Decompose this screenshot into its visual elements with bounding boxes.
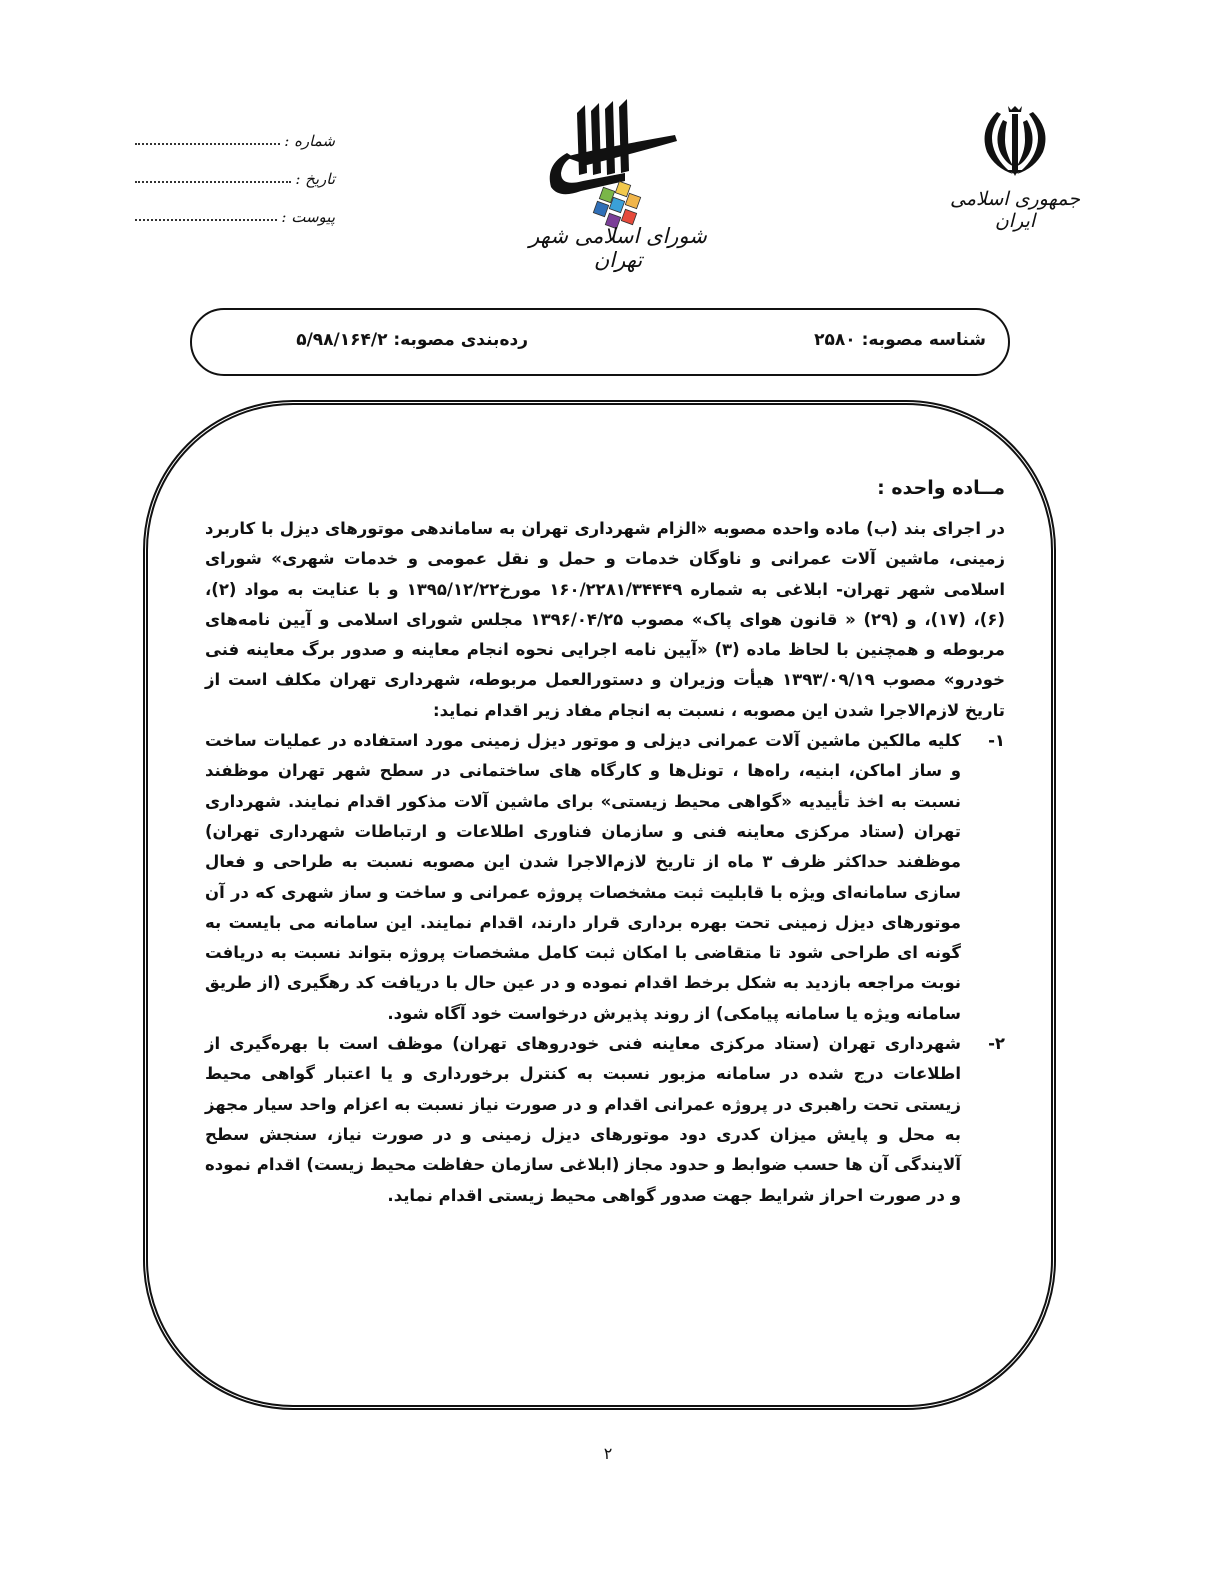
- ref-attachment-blank: [135, 219, 277, 221]
- article-title: مــاده واحده :: [877, 477, 1005, 499]
- clause-2-number: ۲-: [988, 1034, 1005, 1054]
- resolution-id: شناسه مصوبه: ۲۵۸۰: [814, 330, 986, 350]
- ref-date-blank: [135, 181, 291, 183]
- clause-2: [205, 1029, 1005, 1211]
- resolution-body: [205, 470, 1005, 1211]
- ref-attachment-row: [135, 188, 335, 226]
- ref-number-blank: [135, 143, 280, 145]
- reference-fields: [135, 112, 335, 226]
- ref-attachment-label: پیوست :: [281, 208, 335, 226]
- ref-date-label: تاریخ :: [295, 170, 335, 188]
- council-name: شورای اسلامی شهر تهران: [529, 224, 707, 272]
- ref-number-label: شماره :: [284, 132, 335, 150]
- clause-1: [205, 726, 1005, 1029]
- republic-name: جمهوری اسلامی ایران: [950, 188, 1080, 232]
- ref-date-row: [135, 150, 335, 188]
- page-number: ۲: [603, 1444, 613, 1463]
- clause-1-text: کلیه مالکین ماشین آلات عمرانی دیزلی و موتور دیزل زمینی مورد استفاده در عملیات ساخت و ساز اماکن، ابنیه، راه‌ها ، تونل‌ها و کارگاه های ساختمانی در سطح شهر تهران موظفند نسبت به اخذ تأییدیه «گواهی محیط زیستی» برای ماشین آلات مذکور اقدام نمایند. شهرداری تهران (ستاد مرکزی معاینه فنی و سازمان فناوری اطلاعات و ارتباطات شهرداری تهران) موظفند حداکثر ظرف ۳ ماه از تاریخ لازم‌الاجرا شدن این مصوبه نسبت به طراحی و فعال سازی سامانه‌ای ویژه با قابلیت ثبت مشخصات پروژه عمرانی و ساخت و ساز شهری که در آن موتورهای دیزل زمینی تحت بهره برداری قرار دارند، اقدام نمایند. این سامانه می بایست به گونه ای طراحی شود تا متقاضی با امکان ثبت کامل مشخصات پروژه بتواند نسبت به دریافت نوبت مراجعه بازدید به شکل برخط اقدام نموده و در عین حال با دریافت کد رهگیری (از طریق سامانه ویژه یا سامانه پیامکی) از روند پذیرش درخواست خود آگاه شود.: [205, 731, 962, 1023]
- clause-1-number: ۱-: [988, 731, 1005, 751]
- clause-2-text: شهرداری تهران (ستاد مرکزی معاینه فنی خودروهای تهران) موظف است با بهره‌گیری از اطلاعات درج شده در سامانه مزبور نسبت به کنترل برخورداری و یا اعتبار گواهی محیط زیستی تحت راهبری در پروژه عمرانی اقدام و در صورت نیاز نسبت به اعزام واحد سیار مجهز به محل و پایش میزان کدری دود موتورهای دیزل زمینی و در صورت نیاز، سنجش سطح آلایندگی آن ها حسب ضوابط و حدود مجاز (ابلاغی سازمان حفاظت محیط زیست) اقدام نموده و در صورت احراز شرایط جهت صدور گواهی محیط زیستی اقدام نماید.: [205, 1034, 961, 1205]
- ref-number-row: [135, 112, 335, 150]
- resolution-classification: رده‌بندی مصوبه: ۵/۹۸/۱۶۴/۲: [296, 330, 528, 350]
- intro-paragraph: در اجرای بند (ب) ماده واحده مصوبه «الزام شهرداری تهران به ساماندهی موتورهای دیزل با کاربرد زمینی، ماشین آلات عمرانی و ناوگان خدمات و حمل و نقل عمومی و خدمات شهری» شورای اسلامی شهر تهران- ابلاغی به شماره ۱۶۰/۲۲۸۱/۳۴۴۴۹ مورخ۱۳۹۵/۱۲/۲۲ و با عنایت به مواد (۲)، (۶)، (۱۷)، و (۲۹) « قانون هوای پاک» مصوب ۱۳۹۶/۰۴/۲۵ مجلس شورای اسلامی و آیین نامه‌های مربوطه و همچنین با لحاظ ماده (۳) «آیین نامه اجرایی نحوه انجام معاینه و صدور برگ معاینه فنی خودرو» مصوب ۱۳۹۳/۰۹/۱۹ هیأت وزیران و دستورالعمل مربوطه، شهرداری تهران مکلف است از تاریخ لازم‌الاجرا شدن این مصوبه ، نسبت به انجام مفاد زیر اقدام نماید:: [205, 519, 1005, 720]
- resolution-info-box: [190, 308, 1010, 376]
- iran-emblem-icon: [975, 100, 1055, 180]
